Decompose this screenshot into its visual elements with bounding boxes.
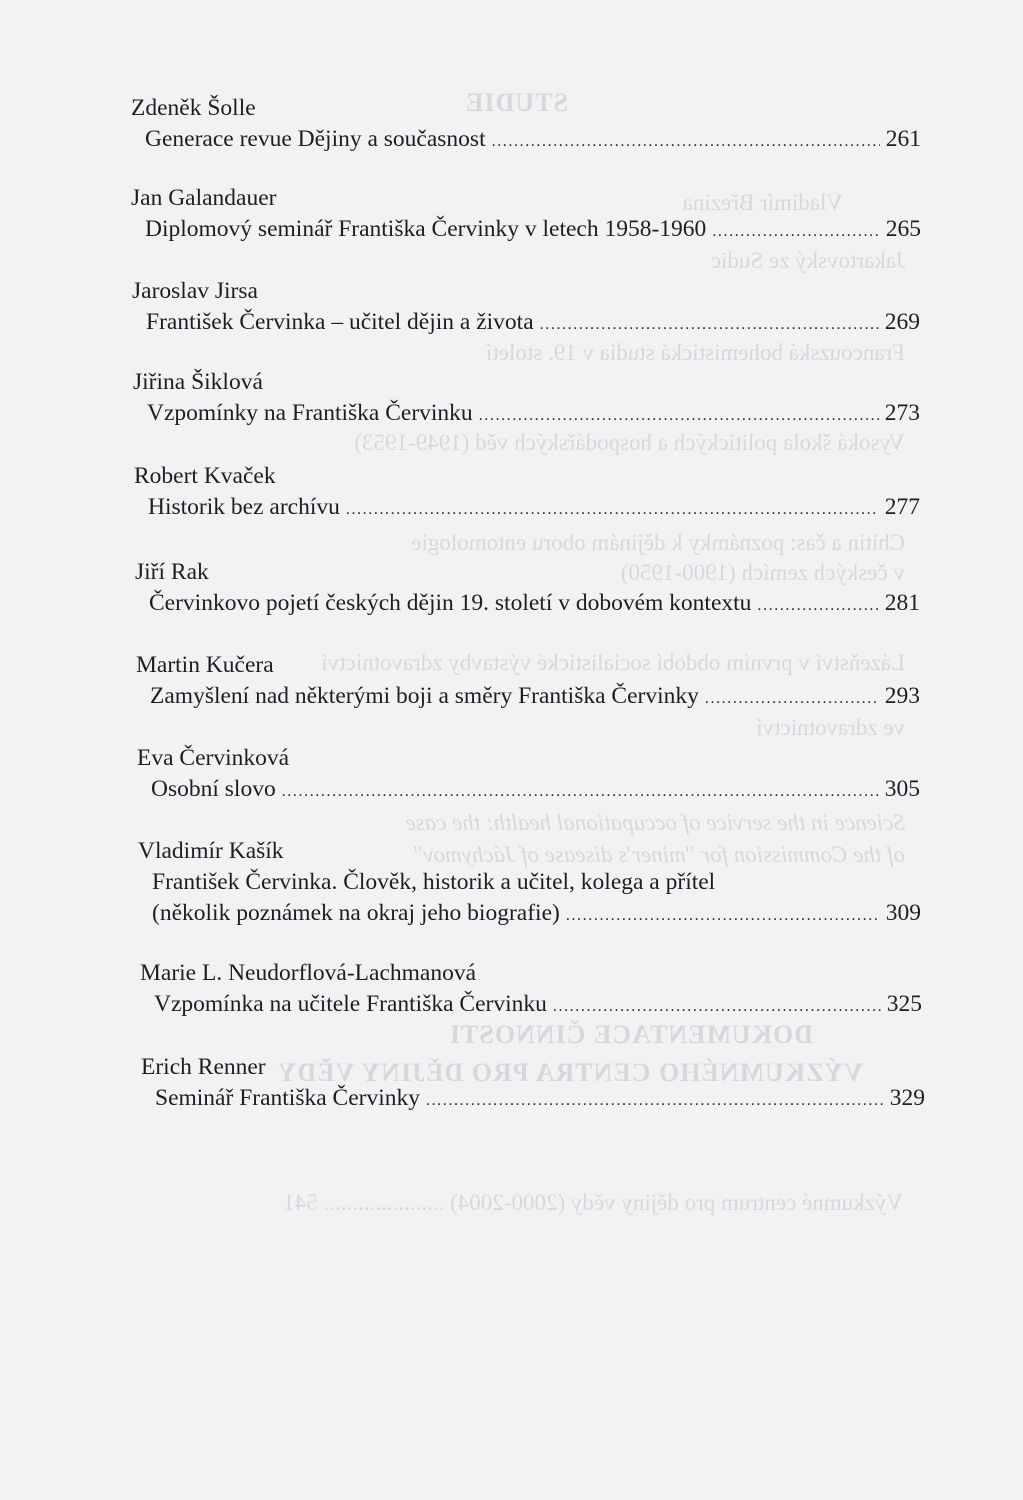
entry-title-line: [147, 398, 920, 429]
entry-page-number: 277: [884, 494, 920, 520]
toc-entry: [140, 958, 922, 1020]
toc-entry: [136, 650, 920, 712]
entry-author: Vladimír Kašík: [138, 838, 284, 864]
toc-entry: [131, 93, 921, 155]
toc-entry: [141, 1052, 925, 1114]
entry-title: Diplomový seminář Františka Červinky v letech 1958-1960: [145, 216, 707, 242]
dot-leader: [346, 502, 879, 518]
entry-title-line: [154, 989, 922, 1020]
entry-author: Robert Kvaček: [134, 463, 276, 489]
entry-title: Vzpomínky na Františka Červinku: [147, 400, 473, 426]
entry-author: Martin Kučera: [136, 652, 274, 678]
entry-title-line: [148, 492, 920, 523]
entry-author: Jiřina Šiklová: [133, 369, 263, 395]
entry-title: Červinkovo pojetí českých dějin 19. století v dobovém kontextu: [149, 590, 752, 616]
entry-title: Vzpomínka na učitele Františka Červinku: [154, 991, 547, 1017]
entry-title: Zamyšlení nad některými boji a směry Františka Červinky: [150, 683, 699, 709]
entry-page-number: 273: [884, 400, 920, 426]
dot-leader: [479, 408, 879, 424]
entry-page-number: 265: [885, 216, 921, 242]
entry-page-number: 329: [889, 1085, 925, 1111]
entry-title-line: [151, 774, 920, 805]
entry-title: Seminář Františka Červinky: [155, 1085, 420, 1111]
entry-title-line-1: František Červinka. Člověk, historik a učitel, kolega a přítel: [152, 869, 716, 895]
entry-author: Jiří Rak: [135, 559, 209, 585]
entry-page-number: 293: [884, 683, 920, 709]
entry-author: Eva Červinková: [137, 745, 290, 771]
dot-leader: [712, 224, 879, 240]
show-through-texture: STUDIE Vladimír Březina Jakartovský ze Sudic Francouzská bohemistická studia v 19. století Vysoká škola politických a hospodářských věd (1949-1953) Chitin a čas: poznámky k dějinám oboru entomologie v českých zemích (1900-1950) Lázeňství v prvním období socialistické výstavby zdravotnictví ve zdravotnictví Science in the service of occupational health: the case of the Commission for "miner's disease of Jáchymov" DOKUMENTACE ČINNOSTI VÝZKUMNÉHO CENTRA PRO DĚJINY VĚDY Výzkumné centrum pro dějiny vědy (2000-2004) ..................... 541: [276, 88, 905, 1215]
entry-page-number: 309: [885, 900, 921, 926]
entry-title-line: [155, 1083, 925, 1114]
entry-title-line: [146, 307, 920, 338]
toc-entry: [131, 183, 921, 245]
entry-title: Osobní slovo: [151, 776, 276, 802]
entry-title: (několik poznámek na okraj jeho biografie): [152, 900, 560, 926]
entry-title: Generace revue Dějiny a současnost: [145, 126, 486, 152]
dot-leader: [426, 1093, 884, 1109]
dot-leader: [282, 784, 879, 800]
entry-title-line: [149, 588, 920, 619]
entry-page-number: 325: [886, 991, 922, 1017]
dot-leader: [705, 691, 879, 707]
entry-title: Historik bez archívu: [148, 494, 340, 520]
entry-author: Erich Renner: [141, 1054, 266, 1080]
toc-entry: [134, 461, 920, 523]
entry-title-line: [145, 214, 921, 245]
entry-title-line: [150, 681, 920, 712]
entry-page-number: 281: [884, 590, 920, 616]
dot-leader: [540, 317, 879, 333]
entry-title-line: [152, 898, 921, 929]
entry-page-number: 261: [885, 126, 921, 152]
dot-leader: [492, 134, 880, 150]
toc-entry: [137, 743, 920, 805]
toc-entry: [135, 557, 920, 619]
toc-entry: [138, 836, 921, 929]
entry-page-number: 269: [884, 309, 920, 335]
entry-page-number: 305: [884, 776, 920, 802]
toc-entry: [132, 276, 920, 338]
entry-author: Marie L. Neudorflová-Lachmanová: [140, 960, 477, 986]
entry-author: Jaroslav Jirsa: [132, 278, 258, 304]
entry-author: Zdeněk Šolle: [131, 95, 256, 121]
entry-title: František Červinka – učitel dějin a života: [146, 309, 534, 335]
entry-title-line: [145, 124, 921, 155]
toc-entry: [133, 367, 920, 429]
entry-author: Jan Galandauer: [131, 185, 277, 211]
dot-leader: [757, 598, 878, 614]
dot-leader: [566, 908, 880, 924]
dot-leader: [553, 999, 881, 1015]
